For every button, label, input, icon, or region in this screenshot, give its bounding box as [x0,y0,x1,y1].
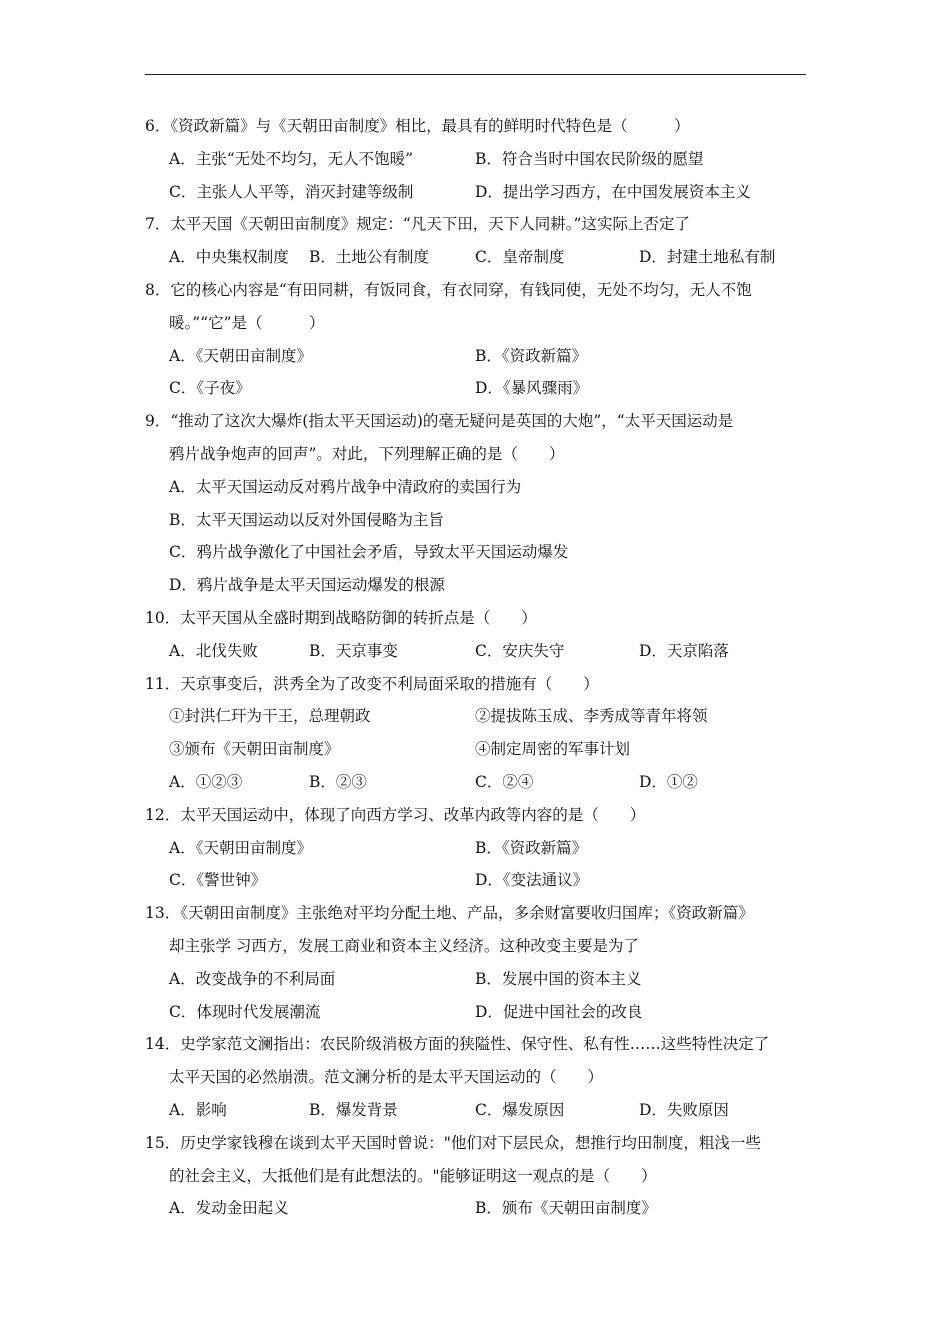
option-row [145,372,810,405]
question-block [145,799,810,897]
question-stem: 9．“推动了这次大爆炸(指太平天国运动)的毫无疑问是英国的大炮”，“太平天国运动是 [145,412,734,431]
answer-option: B．太平天国运动以反对外国侵略为主旨 [169,510,444,529]
answer-option: D．天京陷落 [639,641,729,660]
question-block [145,274,810,405]
question-block [145,208,810,274]
answer-option: D．失败原因 [639,1100,729,1119]
question-stem-continued: 的社会主义，大抵他们是有此想法的。"能够证明这一观点的是（ ） [169,1166,657,1185]
answer-option: A．影响 [169,1100,227,1119]
option-row [145,766,810,799]
answer-option: C．爆发原因 [475,1100,565,1119]
answer-option: ①封洪仁玕为干王，总理朝政 [169,707,371,726]
question-block [145,110,810,208]
question-stem: 10．太平天国从全盛时期到战略防御的转折点是（ ） [145,608,537,627]
answer-option: C．安庆失守 [475,641,565,660]
question-block [145,897,810,1028]
answer-option: B．《资政新篇》 [475,838,588,857]
answer-option: A．北伐失败 [169,641,258,660]
answer-option: B．天京事变 [309,641,398,660]
question-block [145,1127,810,1225]
answer-option: B．土地公有制度 [309,248,429,267]
question-stem: 15．历史学家钱穆在谈到太平天国时曾说："他们对下层民众，想推行均田制度，粗浅一些 [145,1133,761,1152]
question-stem: 13．《天朝田亩制度》主张绝对平均分配土地、产品，多余财富要收归国库；《资政新篇》 [145,904,754,923]
answer-option: C．《警世钟》 [169,871,267,890]
question-stem: 11．天京事变后，洪秀全为了改变不利局面采取的措施有（ ） [145,674,599,693]
option-row [145,864,810,897]
option-row [145,176,810,209]
question-block [145,1028,810,1126]
answer-option: D．《变法通议》 [475,871,589,890]
option-row [145,733,810,766]
answer-option: A．中央集权制度 [169,248,289,267]
answer-option: B．颁布《天朝田亩制度》 [475,1199,657,1218]
answer-option: C．《子夜》 [169,379,251,398]
option-row [145,700,810,733]
question-stem: 8．它的核心内容是“有田同耕，有饭同食，有衣同穿，有钱同使，无处不均匀，无人不饱 [145,280,752,299]
answer-option: D．《暴风骤雨》 [475,379,589,398]
answer-option: D．①② [639,772,698,791]
answer-option: A．发动金田起义 [169,1199,289,1218]
answer-option: D．促进中国社会的改良 [475,1002,643,1021]
answer-option: B．《资政新篇》 [475,346,588,365]
answer-option: D．鸦片战争是太平天国运动爆发的根源 [169,576,445,595]
answer-option: C．主张人人平等，消灭封建等级制 [169,182,414,201]
answer-option: A．《天朝田亩制度》 [169,838,312,857]
answer-option: ③颁布《天朝田亩制度》 [169,740,340,759]
answer-option: A．①②③ [169,772,243,791]
question-stem-continued: 却主张学 习西方，发展工商业和资本主义经济。这种改变主要是为了 [169,936,639,955]
answer-option: D．提出学习西方，在中国发展资本主义 [475,182,751,201]
option-row [145,996,810,1029]
answer-option: A．《天朝田亩制度》 [169,346,312,365]
option-row [145,963,810,996]
answer-option: ④制定周密的军事计划 [475,740,631,759]
option-row [145,1192,810,1225]
answer-option: B．发展中国的资本主义 [475,969,642,988]
option-row [145,241,810,274]
answer-option: B．爆发背景 [309,1100,398,1119]
answer-option: A．改变战争的不利局面 [169,969,336,988]
option-row [145,340,810,373]
answer-option: A．太平天国运动反对鸦片战争中清政府的卖国行为 [169,477,522,496]
question-list [145,110,810,1225]
question-block [145,602,810,668]
question-block [145,668,810,766]
option-row [145,1094,810,1127]
answer-option: B．②③ [309,772,367,791]
answer-option: A．主张“无处不均匀，无人不饱暖” [169,149,414,168]
option-row [145,832,810,865]
option-row [145,143,810,176]
question-block [145,766,810,799]
answer-option: D．封建土地私有制 [639,248,776,267]
question-stem: 6．《资政新篇》与《天朝田亩制度》相比，最具有的鲜明时代特色是（ ） [145,117,690,135]
question-stem: 12．太平天国运动中，体现了向西方学习、改革内政等内容的是（ ） [145,805,646,824]
header-rule [145,74,806,75]
question-stem: 7．太平天国《天朝田亩制度》规定：“凡天下田，天下人同耕。”这实际上否定了 [145,215,690,234]
answer-option: C．鸦片战争激化了中国社会矛盾，导致太平天国运动爆发 [169,543,569,562]
answer-option: B．符合当时中国农民阶级的愿望 [475,149,704,168]
answer-option: C．皇帝制度 [475,248,565,267]
answer-option: ②提拔陈玉成、李秀成等青年将领 [475,707,708,726]
answer-option: C．体现时代发展潮流 [169,1002,321,1021]
question-stem-continued: 太平天国的必然崩溃。范文澜分析的是太平天国运动的（ ） [169,1068,604,1087]
option-row [145,635,810,668]
answer-option: C．②④ [475,772,534,791]
question-stem-continued: 鸦片战争炮声的回声”。对此，下列理解正确的是（ ） [169,444,565,463]
question-stem: 14．史学家范文澜指出：农民阶级消极方面的狭隘性、保守性、私有性……这些特性决定了 [145,1035,770,1054]
question-stem-continued: 暖。”“它”是（ ） [169,313,325,332]
question-block [145,405,810,602]
